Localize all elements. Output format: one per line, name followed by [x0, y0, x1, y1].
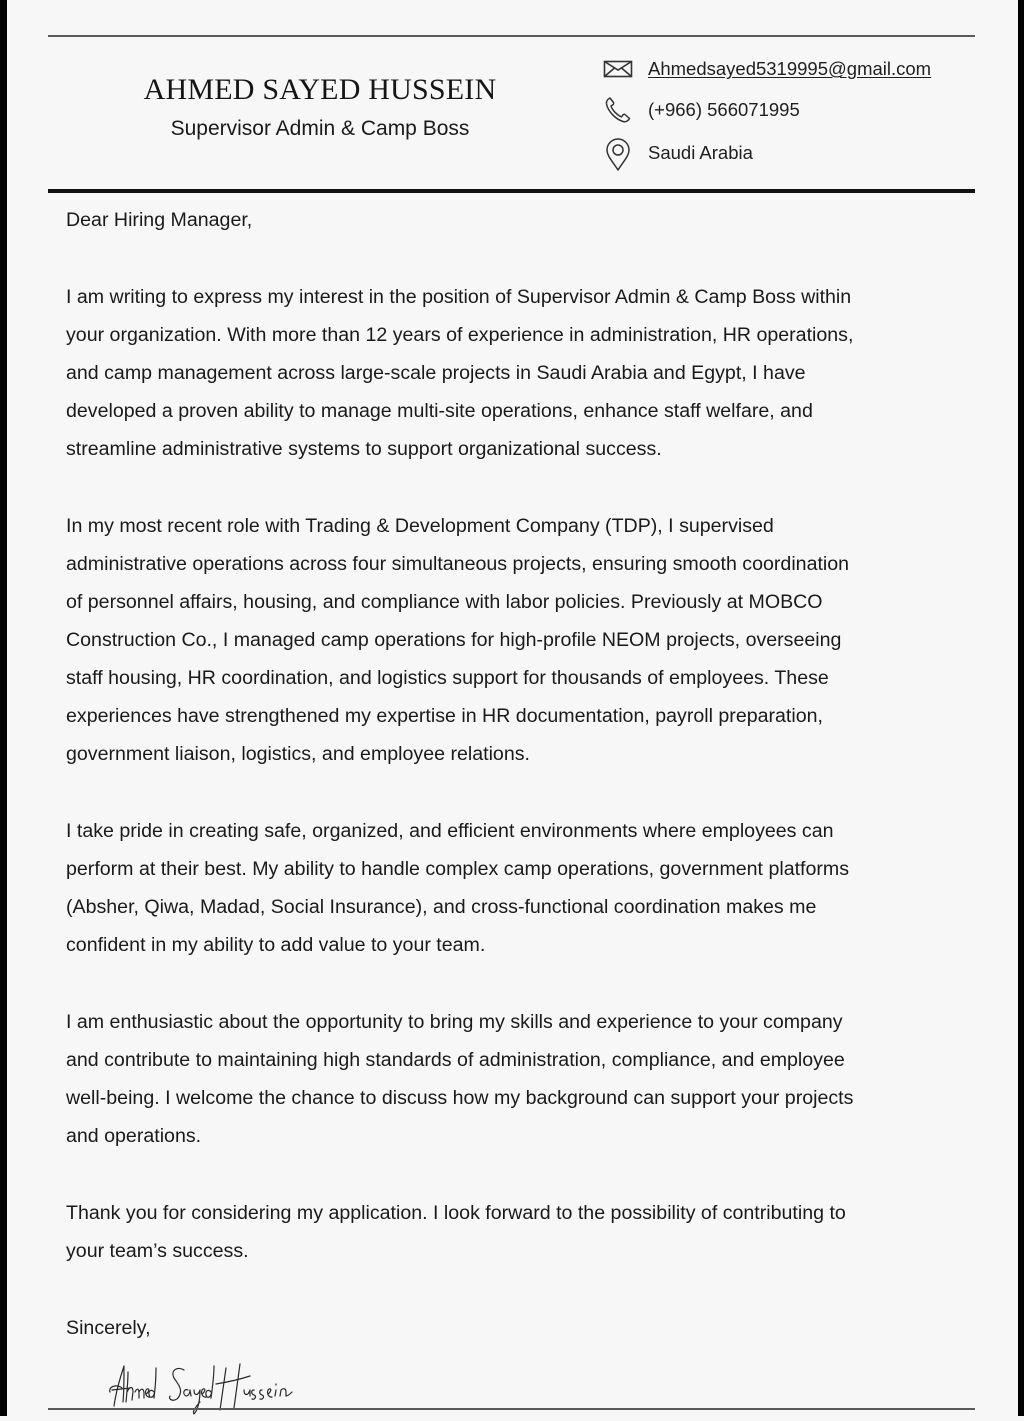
paragraph-line: your team’s success. [66, 1240, 249, 1262]
paragraph-line: staff housing, HR coordination, and logistics support for thousands of employees. These [66, 667, 829, 689]
map-pin-icon [603, 138, 635, 168]
top-divider [48, 35, 975, 37]
paragraph-line: your organization. With more than 12 years of experience in administration, HR operations, [66, 324, 854, 346]
paragraph-line: government liaison, logistics, and employee relations. [66, 743, 530, 765]
bottom-divider [48, 1408, 975, 1410]
paragraph-line: and contribute to maintaining high standards of administration, compliance, and employee [66, 1049, 845, 1071]
paragraph-line: of personnel affairs, housing, and compliance with labor policies. Previously at MOBCO [66, 591, 823, 613]
contact-email [603, 54, 931, 84]
paragraph-line: developed a proven ability to manage multi-site operations, enhance staff welfare, and [66, 400, 813, 422]
paragraph-line: perform at their best. My ability to handle complex camp operations, government platforms [66, 858, 850, 880]
paragraph-line: and operations. [66, 1125, 202, 1147]
email-link[interactable]: Ahmedsayed5319995@gmail.com [648, 58, 932, 79]
location-text: Saudi Arabia [648, 142, 753, 163]
header-divider [48, 189, 975, 193]
paragraph-line: Construction Co., I managed camp operations for high-profile NEOM projects, overseeing [66, 629, 842, 651]
paragraph-line: administrative operations across four simultaneous projects, ensuring smooth coordination [66, 553, 850, 575]
contact-phone [603, 95, 800, 125]
left-edge-border [0, 0, 7, 1416]
applicant-name: AHMED SAYED HUSSEIN [143, 73, 497, 106]
paragraph-line: (Absher, Qiwa, Madad, Social Insurance), and cross-functional coordination makes me [66, 896, 817, 918]
phone-number: (+966) 566071995 [648, 99, 800, 120]
paragraph-line: I take pride in creating safe, organized, and efficient environments where employees can [66, 820, 834, 842]
paragraph-line: Thank you for considering my application. I look forward to the possibility of contributing to [66, 1202, 846, 1224]
contact-location [603, 138, 753, 168]
right-edge-border [1018, 0, 1024, 1416]
phone-icon [603, 95, 635, 125]
paragraph-line: I am enthusiastic about the opportunity to bring my skills and experience to your company [66, 1011, 843, 1033]
salutation: Dear Hiring Manager, [66, 209, 253, 231]
applicant-title: Supervisor Admin & Camp Boss [170, 117, 470, 140]
paragraph-line: confident in my ability to add value to your team. [66, 934, 486, 956]
paragraph-line: well-being. I welcome the chance to discuss how my background can support your projects [66, 1087, 854, 1109]
envelope-icon [603, 54, 635, 84]
paragraph-line: and camp management across large-scale projects in Saudi Arabia and Egypt, I have [66, 362, 806, 384]
paragraph-line: streamline administrative systems to support organizational success. [66, 438, 662, 460]
closing: Sincerely, [66, 1317, 151, 1339]
paragraph-line: experiences have strengthened my expertise in HR documentation, payroll preparation, [66, 705, 823, 727]
paragraph-line: In my most recent role with Trading & Development Company (TDP), I supervised [66, 515, 774, 537]
paragraph-line: I am writing to express my interest in the position of Supervisor Admin & Camp Boss within [66, 286, 852, 308]
